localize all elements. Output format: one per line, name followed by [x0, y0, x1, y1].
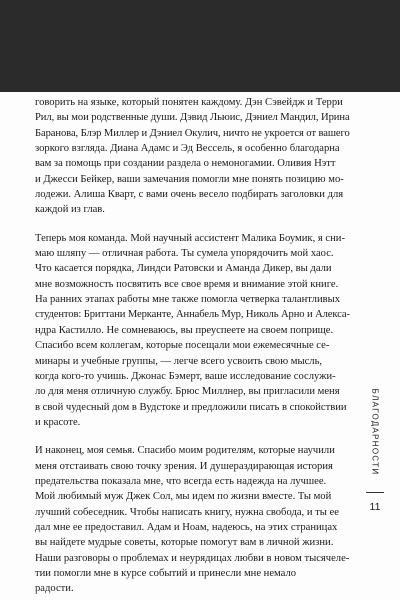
text-line: минары и учебные группы, — легче всего усвоить свою мысль, [35, 355, 323, 367]
text-line: студентов: Бриттани Мерканте, Аннабель Мур, Николь Арно и Алекса- [35, 309, 350, 321]
running-head-label: БЛАГОДАРНОСТИ [370, 388, 380, 476]
text-line: в свой чудесный дом в Вудстоке и предложили писать в спокойствии [35, 401, 347, 413]
text-line: На ранних этапах работы мне также помогла четверка талантливых [35, 294, 341, 306]
text-line: каждой из глав. [35, 204, 105, 216]
text-line: вы найдете мудрые советы, которые помогут вам в личной жизни. [35, 537, 334, 549]
paragraph-reviewers [35, 95, 353, 218]
text-line: тии помогли мне в курсе событий и принесли мне немало [35, 567, 297, 579]
text-line: зоркого взгляда. Диана Адамс и Эд Вессель, я особенно благодарна [35, 143, 340, 155]
text-line: ндра Кастилло. Не сомневаюсь, вы преуспеете на своем поприще. [35, 324, 334, 336]
text-line: И наконец, моя семья. Спасибо моим родителям, которые научили [35, 445, 335, 457]
text-line: Наши разговоры о проблемах и неурядицах любви в новом тысячеле- [35, 552, 350, 564]
text-line: Мой любимый муж Джек Сол, мы идем по жизни вместе. Ты мой [35, 491, 332, 503]
body-text [35, 95, 353, 610]
text-line: лодежи. Алиша Кварт, с вами очень весело подбирать заголовки для [35, 189, 344, 201]
text-line: Баранова, Блэр Миллер и Дэниел Окулич, ничто не укроется от вашего [35, 127, 350, 139]
text-line: и Джесси Бейкер, ваши замечания помогли мне понять позицию мо- [35, 173, 344, 185]
page-number: 11 [369, 501, 381, 513]
top-dark-band [0, 0, 400, 92]
text-line: лучший собеседник. Чтобы написать книгу, нужна свобода, и ты ее [35, 506, 339, 518]
text-line: радости. [35, 583, 74, 595]
text-line: дал мне ее предоставил. Адам и Ноам, надеюсь, на этих страницах [35, 521, 338, 533]
text-line: мне возможность посвятить все свое время и внимание этой книге. [35, 278, 339, 290]
divider-rule [366, 492, 384, 493]
text-line: говорить на языке, который понятен каждому. Дэн Сэвейдж и Терри [35, 97, 343, 108]
text-line: меня отстаивать свою точку зрения. И душераздирающая история [35, 460, 333, 472]
paragraph-family [35, 443, 353, 596]
text-line: Что касается порядка, Линдси Ратовски и Аманда Дикер, вы дали [35, 263, 332, 275]
text-line: Теперь моя команда. Мой научный ассистент Малика Боумик, я сни- [35, 232, 345, 244]
text-line: предательства показала мне, что всегда есть надежда на лучшее. [35, 475, 327, 487]
running-head [370, 382, 380, 482]
paragraph-team [35, 231, 353, 430]
text-line: маю шляпу — отличная работа. Ты сумела упорядочить мой хаос. [35, 248, 334, 260]
text-line: ло для меня отличную службу. Брюс Миллнер, вы пригласили меня [35, 386, 340, 398]
text-line: когда кого-то учишь. Джонас Бэмерт, ваше исследование сослужи- [35, 370, 336, 382]
text-line: и красоте. [35, 416, 81, 428]
text-line: вам за помощь при создании раздела о немоногамии. Оливия Нэтт [35, 158, 336, 170]
text-line: Рил, вы мои родственные души. Дэвид Льюис, Дэниел Мандил, Ирина [35, 112, 350, 124]
text-line: Спасибо всем коллегам, которые посещали мои ежемесячные се- [35, 340, 330, 352]
